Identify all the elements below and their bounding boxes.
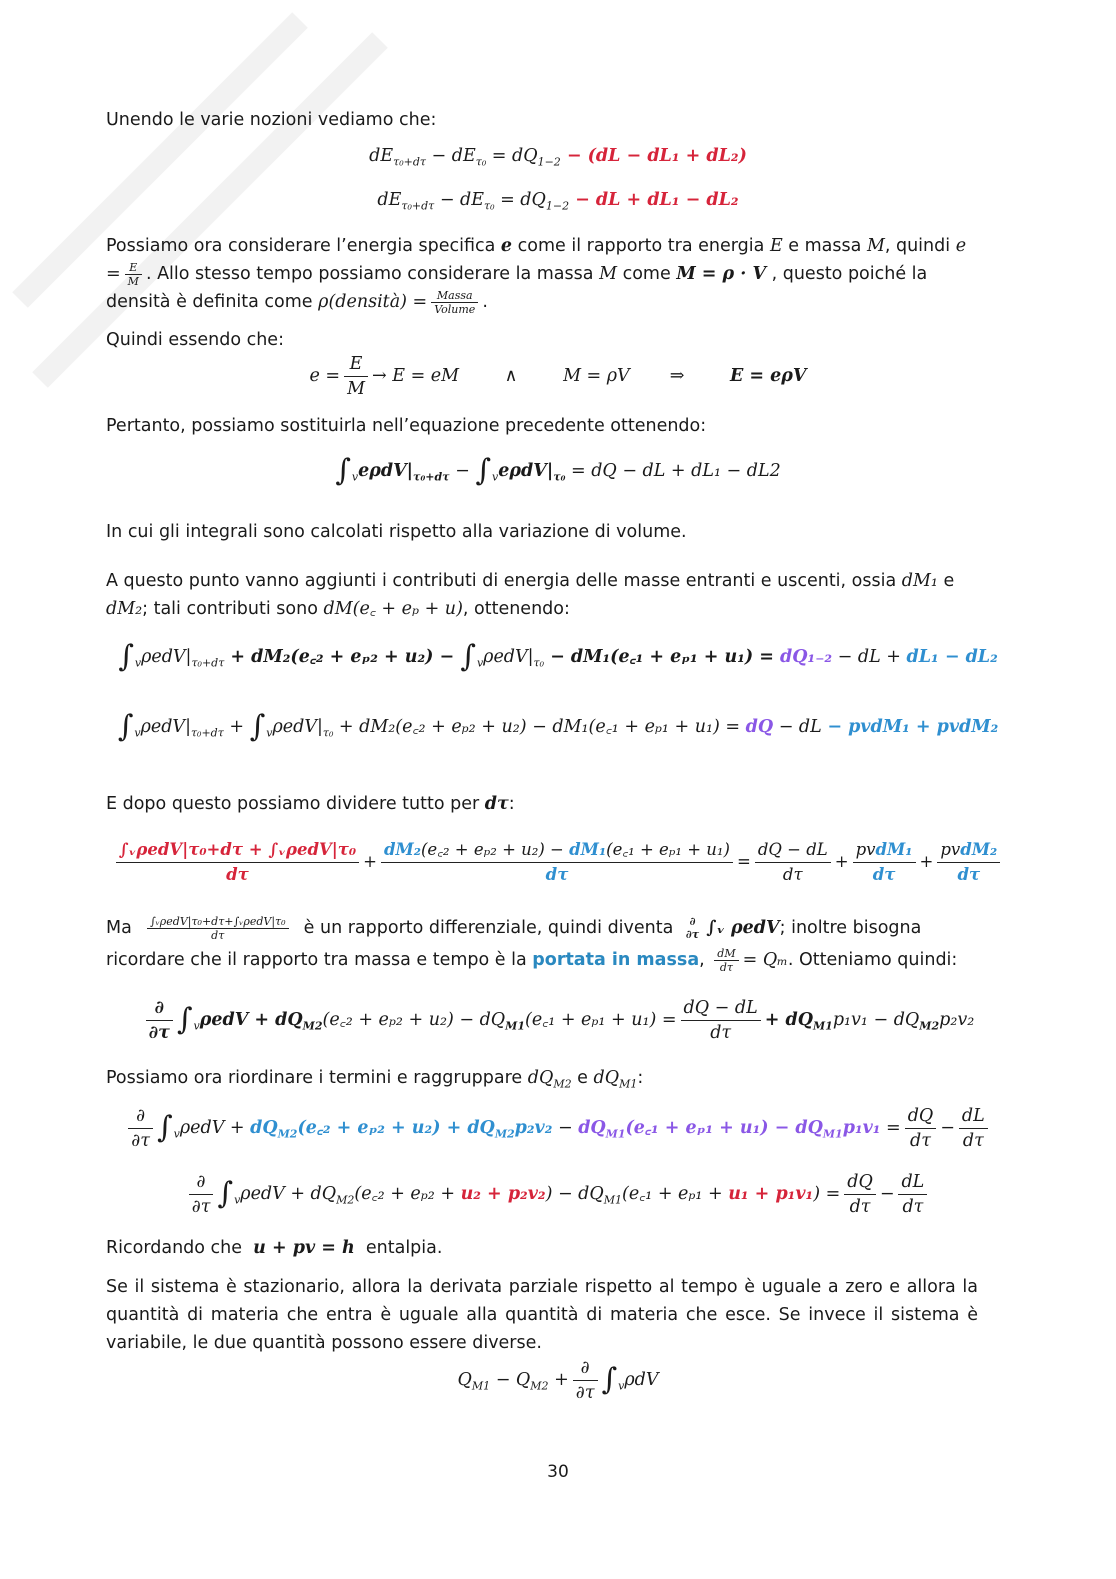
equation-partial-derivative: $\frac{\partial}{\partial\tau}$ $\int_v\rho edV$ + $dQ_{M2}(e꜀_2 + e_{p2} + u_2)$ − $dQ_{M1}(e꜀_1 + e_{p1} + u_1)$ = $\frac{dQ - dL}{d\tau}$ + $dQ_{M1}p_1v_1 - dQ_{M2}p_2v_2$	[0, 996, 1116, 1045]
equation-energy-balance-2: $dE_{\tau_0+d\tau} - dE_{\tau_0} = dQ_{1-2}$ − dL + dL₁ − dL₂	[377, 190, 739, 213]
paragraph-integrals-note: In cui gli integrali sono calcolati rispetto alla variazione di volume.	[106, 522, 687, 542]
paragraph-substitute: Pertanto, possiamo sostituirla nell’equazione precedente ottenendo:	[106, 416, 707, 436]
portata-in-massa-highlight: portata in massa	[532, 950, 700, 970]
paragraph-reorder: Possiamo ora riordinare i termini e raggruppare $dQ_{M2}$ e $dQ_{M1}$:	[106, 1068, 644, 1091]
paragraph-stationary-system: Se il sistema è stazionario, allora la derivata parziale rispetto al tempo è uguale a zero e allora la quantità di materia che entra è uguale alla quantità di materia che esce. Se invece il sistema è variabile, le due quantità possono essere diverse.	[106, 1277, 978, 1353]
paragraph-enthalpy: Ricordando che u + pv = h entalpia.	[106, 1238, 443, 1258]
equation-mass-energy-2: $\int_v\rho edV|_{\tau_0+d\tau} + \int_v\rho edV|_{\tau_0}$ + dM₂(e꜀₂ + eₚ₂ + u₂) − dM₁(e꜀₁ + eₚ₁ + u₁) = dQ − dL − pvdM₁ + pvdM₂	[117, 709, 999, 744]
equation-divided: $\frac{\text{∫ᵥρedV|τ₀+dτ + ∫ᵥρedV|τ₀}}{d\tau}$ + $\frac{\text{dM₂(e꜀₂ + eₚ₂ + u₂) − dM₁(e꜀₁ + eₚ₁ + u₁)}}{d\tau}$ = $\frac{dQ - dL}{d\tau}$ + $\frac{\text{pvdM₁}}{d\tau}$ + $\frac{\text{pvdM₂}}{d\tau}$	[0, 838, 1116, 887]
paragraph-mass-contributions: A questo punto vanno aggiunti i contributi di energia delle masse entranti e uscenti, ossia dM₁ e dM₂; tali contributi sono dM(e꜀ + eₚ + u), ottenendo:	[106, 571, 955, 619]
equation-energy-balance-1: $dE_{\tau_0+d\tau} - dE_{\tau_0} = dQ_{1-2} - (dL - dL_1 + dL_2)$	[369, 146, 747, 169]
paragraph-divide: E dopo questo possiamo dividere tutto per dτ:	[106, 794, 515, 814]
paragraph-specific-energy: Possiamo ora considerare l’energia specifica e come il rapporto tra energia E e massa M, quindi e = $\frac{E}{M}$ . Allo stesso tempo possiamo considerare la massa M come M = ρ · V , questo poiché la densità è definita come ρ(densità) = $\frac{\text{Massa}}{\text{Volume}}$ .	[106, 236, 967, 316]
equation-energy-density: e = $\frac{E}{M}$ → E = eM ∧ M = ρV ⇒ E = eρV	[309, 354, 807, 399]
equation-reordered-1: $\frac{\partial}{\partial\tau}$ $\int_v\rho edV$ + $dQ_{M2}(e꜀_2 + e_{p2} + u_2) + dQ_{M2}p_2v_2$ − $dQ_{M1}(e꜀_1 + e_{p1} + u_1) - dQ_{M1}p_1v_1$ = $\frac{dQ}{d\tau}$ − $\frac{dL}{d\tau}$	[0, 1104, 1116, 1153]
equation-mass-energy-1: $\int_v\rho edV|_{\tau_0+d\tau}$ + dM₂(e꜀₂ + $e_{p2} + u_2) - \int_v\rho edV|_{\tau_0}$ − dM₁(e꜀₁ + eₚ₁ + u₁) = dQ₁₋₂ − dL + dL₁ − dL₂	[118, 639, 998, 674]
paragraph-therefore: Quindi essendo che:	[106, 330, 284, 350]
equation-mass-flow-balance: $Q_{M1} - Q_{M2}$ + $\frac{\partial}{\partial\tau}$ $\int_v\rho dV$	[457, 1358, 659, 1403]
equation-reordered-2: $\frac{\partial}{\partial\tau}$ $\int_v\rho edV$ + $dQ_{M2}(e꜀_2 + e_{p2} + u_2 + p_2v_2)$ − $dQ_{M1}(e꜀_1 + e_{p1} + u_1 + p_1v_1)$ = $\frac{dQ}{d\tau}$ − $\frac{dL}{d\tau}$	[0, 1170, 1116, 1219]
equation-integral-energy: $\int_ve\rho dV|_{\tau_0+d\tau} - \int_ve\rho dV|_{\tau_0}$ = dQ − dL + dL₁ − dL2	[335, 453, 781, 488]
page-number: 30	[547, 1462, 569, 1482]
paragraph-intro: Unendo le varie nozioni vediamo che:	[106, 110, 437, 130]
paragraph-mass-flow: Ma $\frac{\text{∫ᵥρedV|τ₀+dτ+∫ᵥρedV|τ₀}}{d\tau}$ è un rapporto differenziale, quindi diventa ∂ ∂τ ∫ᵥ ρedV; inoltre bisogna ricordare che il rapporto tra massa e tempo è la portata in massa, $\frac{dM}{d\tau}$ = Qₘ. Otteniamo quindi:	[106, 914, 958, 974]
